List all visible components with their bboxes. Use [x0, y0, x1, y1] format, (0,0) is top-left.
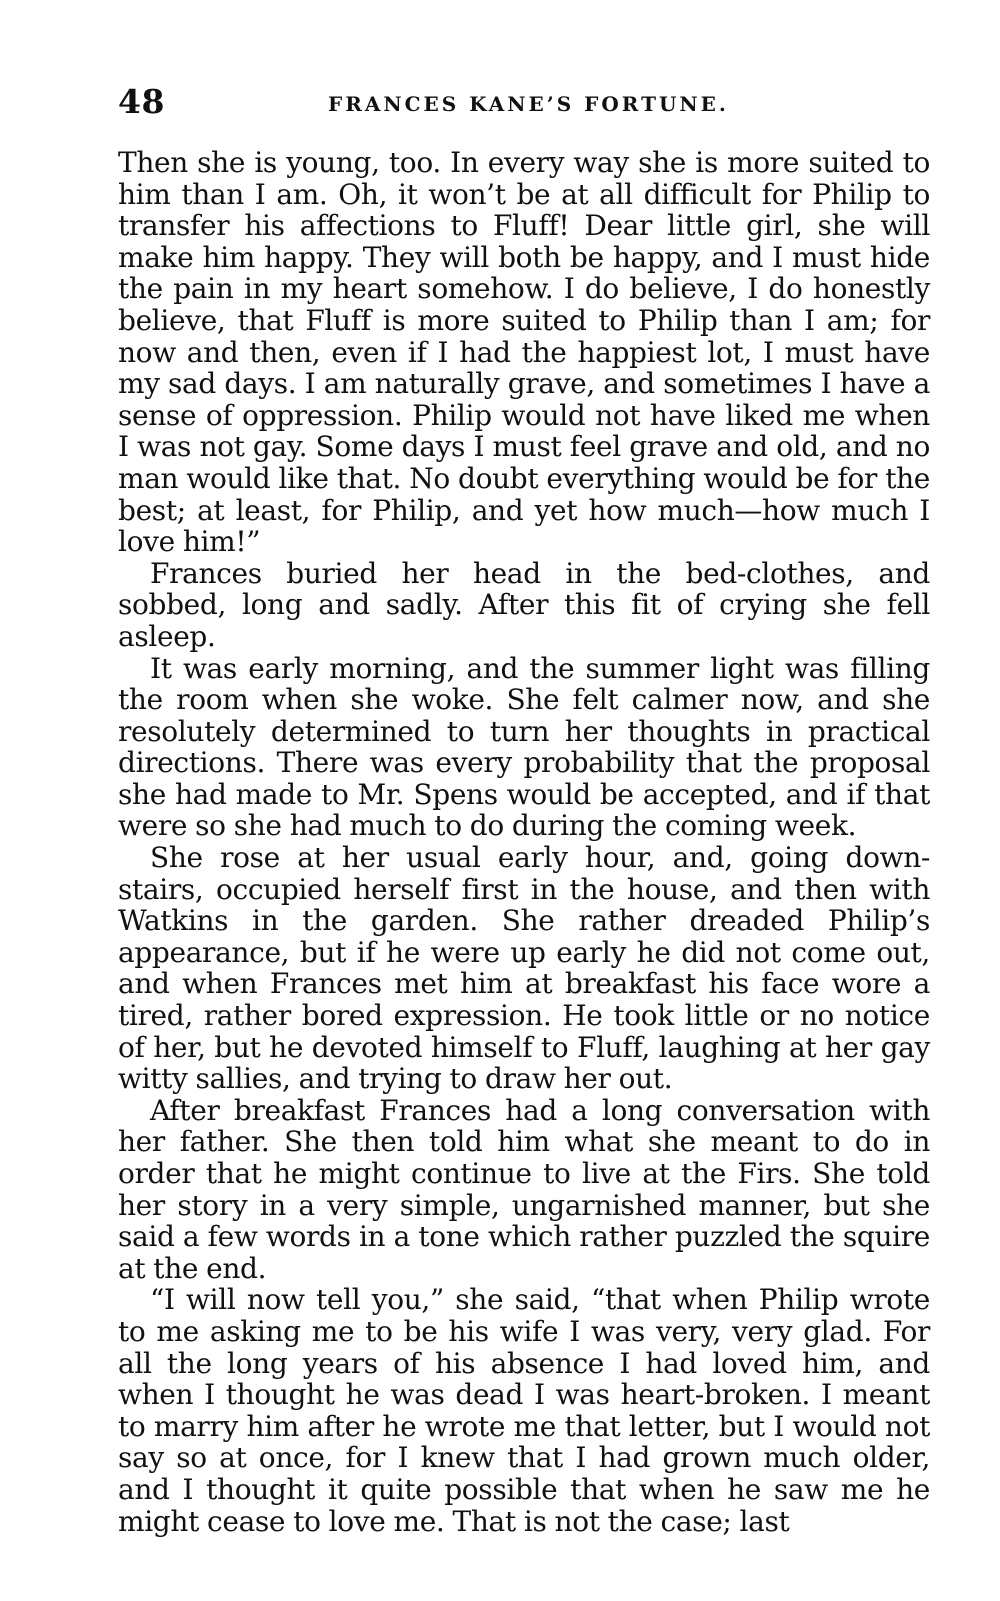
paragraph: Frances buried her head in the bed-clothes, and sobbed, long and sadly. After this fit of crying she fell asleep.	[118, 556, 930, 653]
paragraph: After breakfast Frances had a long conversation with her father. She then told him what she meant to do in order that he might continue to live at the Firs. She told her story in a very simple, ungarnished manner, but she said a few words in a tone which rather puzzled the squire at the end.	[118, 1093, 930, 1285]
page-number: 48	[118, 82, 165, 121]
paragraph: She rose at her usual early hour, and, going down-stairs, occupied herself first in the house, and then with Watkins in the garden. She rather dreaded Philip’s appearance, but if he were up early he did not come out, and when Frances met him at breakfast his face wore a tired, rather bored expression. He took little or no notice of her, but he devoted himself to Fluff, laughing at her gay witty sallies, and trying to draw her out.	[118, 841, 930, 1096]
paragraph: Then she is young, too. In every way she is more suited to him than I am. Oh, it won’t be at all difficult for Philip to transfer his affections to Fluff! Dear little girl, she will make him happy. They will both be happy, and I must hide the pain in my heart somehow. I do believe, I do honestly believe, that Fluff is more suited to Philip than I am; for now and then, even if I had the happiest lot, I must have my sad days. I am naturally grave, and sometimes I have a sense of oppression. Philip would not have liked me when I was not gay. Some days I must feel grave and old, and no man would like that. No doubt everything would be for the best; at least, for Philip, and yet how much—how much I love him!”	[118, 146, 930, 559]
running-head	[118, 82, 928, 132]
paragraph: “I will now tell you,” she said, “that when Philip wrote to me asking me to be his wife I was very, very glad. For all the long years of his absence I had loved him, and when I thought he was dead I was heart-broken. I meant to marry him after he wrote me that letter, but I would not say so at once, for I knew that I had grown much older, and I thought it quite possible that when he saw me he might cease to love me. That is not the case; last	[118, 1283, 930, 1538]
paragraph: It was early morning, and the summer light was filling the room when she woke. She felt calmer now, and she resolutely determined to turn her thoughts in practical directions. There was every probability that the proposal she had made to Mr. Spens would be accepted, and if that were so she had much to do during the coming week.	[118, 651, 930, 843]
body-text	[118, 147, 930, 1537]
running-title: FRANCES KANE’S FORTUNE.	[328, 92, 729, 116]
